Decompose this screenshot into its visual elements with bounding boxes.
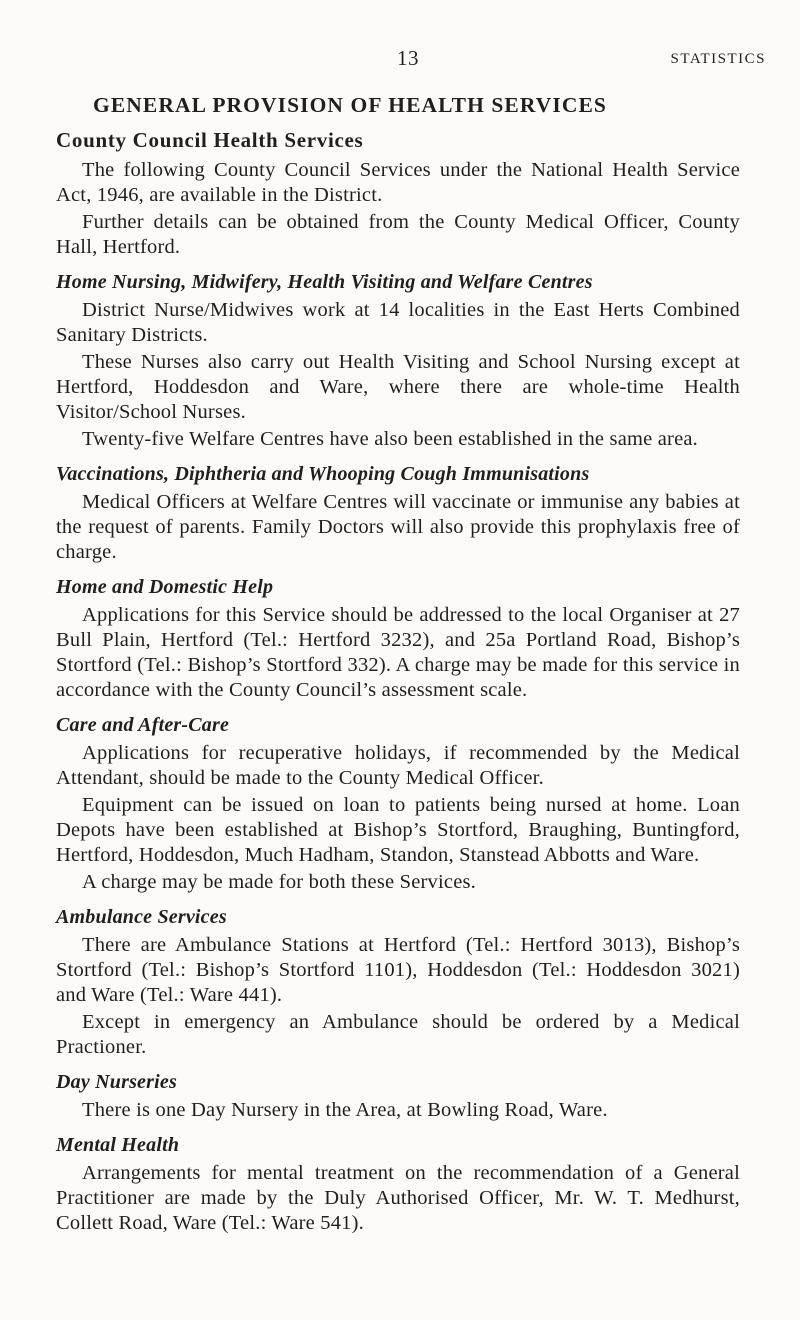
document-body bbox=[56, 90, 740, 1236]
section-paragraph: A charge may be made for both these Services. bbox=[82, 871, 477, 893]
section-paragraph: Medical Officers at Welfare Centres will vaccinate or immunise any babies at the request of parents. Family Doctors will also provide this prophylaxis free of charge. bbox=[56, 491, 740, 563]
section-paragraph: Applications for this Service should be addressed to the local Organiser at 27 Bull Plain, Hertford (Tel.: Hertford 3232), and 25a Portland Road, Bishop’s Stortford (Tel.: Bishop’s Stortford 332). A charge may be made for this service in accordance with the County Council’s assessment scale. bbox=[56, 604, 740, 701]
document-subtitle: County Council Health Services bbox=[56, 128, 364, 152]
section-paragraph: There is one Day Nursery in the Area, at Bowling Road, Ware. bbox=[82, 1099, 608, 1121]
section-heading-vaccinations: Vaccinations, Diphtheria and Whooping Cough Immunisations bbox=[56, 463, 590, 485]
section-paragraph: District Nurse/Midwives work at 14 localities in the East Herts Combined Sanitary Districts. bbox=[56, 299, 740, 346]
section-paragraph: There are Ambulance Stations at Hertford (Tel.: Hertford 3013), Bishop’s Stortford (Tel.: Bishop’s Stortford 1101), Hoddesdon (Tel.: Hoddesdon 3021) and Ware (Tel.: Ware 441). bbox=[56, 934, 740, 1006]
section-heading-mental-health: Mental Health bbox=[56, 1134, 180, 1156]
section-heading-home-nursing: Home Nursing, Midwifery, Health Visiting and Welfare Centres bbox=[56, 271, 593, 293]
section-paragraph: These Nurses also carry out Health Visiting and School Nursing except at Hertford, Hoddesdon and Ware, where there are whole-time Health Visitor/School Nurses. bbox=[56, 351, 740, 423]
document-title: GENERAL PROVISION OF HEALTH SERVICES bbox=[93, 93, 607, 117]
section-paragraph: Arrangements for mental treatment on the recommendation of a General Practitioner are made by the Duly Authorised Officer, Mr. W. T. Medhurst, Collett Road, Ware (Tel.: Ware 541). bbox=[56, 1162, 740, 1234]
section-heading-ambulance: Ambulance Services bbox=[56, 906, 227, 928]
section-heading-after-care: Care and After-Care bbox=[56, 714, 230, 736]
section-heading-domestic-help: Home and Domestic Help bbox=[56, 576, 274, 598]
section-paragraph: Except in emergency an Ambulance should be ordered by a Medical Practioner. bbox=[56, 1011, 740, 1058]
section-label: STATISTICS bbox=[670, 51, 766, 67]
page-number: 13 bbox=[397, 46, 419, 70]
section-heading-day-nurseries: Day Nurseries bbox=[56, 1071, 177, 1093]
section-paragraph: Equipment can be issued on loan to patients being nursed at home. Loan Depots have been established at Bishop’s Stortford, Braughing, Buntingford, Hertford, Hoddesdon, Much Hadham, Standon, Stanstead Abbotts and Ware. bbox=[56, 794, 740, 866]
intro-paragraph: Further details can be obtained from the County Medical Officer, County Hall, Hertford. bbox=[56, 211, 740, 258]
section-paragraph: Twenty-five Welfare Centres have also been established in the same area. bbox=[82, 428, 699, 450]
intro-paragraph: The following County Council Services under the National Health Service Act, 1946, are available in the District. bbox=[56, 159, 740, 206]
section-paragraph: Applications for recuperative holidays, if recommended by the Medical Attendant, should be made to the County Medical Officer. bbox=[56, 742, 740, 789]
running-head bbox=[0, 46, 800, 74]
